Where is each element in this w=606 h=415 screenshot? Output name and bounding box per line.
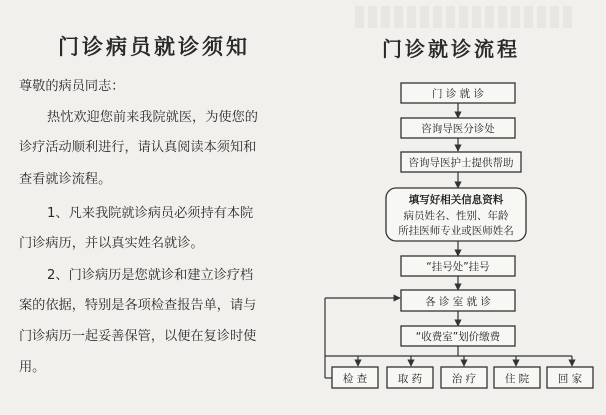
outcome-label: 治 疗 (451, 373, 477, 385)
body-line: 查看就诊流程。 (19, 172, 112, 187)
rule-line: 门诊病历，并以真实姓名就诊。 (19, 236, 204, 251)
step-label: 填写好相关信息资料 (408, 194, 504, 206)
step-label: “收费室”划价缴费 (415, 331, 501, 343)
rule-line: 门诊病历一起妥善保管，以便在复诊时使 (19, 329, 257, 344)
step-label: 各 诊 室 就 诊 (425, 296, 491, 308)
outcome-label: 检 查 (342, 373, 368, 385)
step-label: 所挂医师专业或医师姓名 (398, 225, 514, 237)
notice-title: 门诊病员就诊须知 (58, 35, 250, 59)
step-label: 门 诊 就 诊 (431, 88, 485, 100)
rule-line: 1、凡来我院就诊病员必须持有本院 (47, 206, 254, 221)
rule-line: 案的依据，特别是各项检查报告单，请与 (19, 298, 257, 313)
outcome-label: 取 药 (397, 373, 423, 385)
step-label: 病员姓名、性别、年龄 (403, 210, 509, 222)
greeting-line: 尊敬的病员同志： (19, 79, 125, 94)
body-line: 诊疗活动顺利进行，请认真阅读本须知和 (19, 140, 257, 155)
step-label: 咨询导医分诊处 (421, 123, 495, 135)
outcome-label: 住 院 (504, 373, 530, 385)
rule-line: 用。 (19, 360, 46, 375)
step-label: “挂号处”挂号 (426, 261, 490, 273)
flow-title: 门诊就诊流程 (382, 37, 520, 61)
rule-line: 2、门诊病历是您就诊和建立诊疗档 (47, 268, 254, 283)
body-line: 热忱欢迎您前来我院就医，为使您的 (47, 110, 258, 125)
outcome-label: 回 家 (557, 373, 583, 385)
step-label: 咨询导医护士提供帮助 (408, 157, 514, 169)
